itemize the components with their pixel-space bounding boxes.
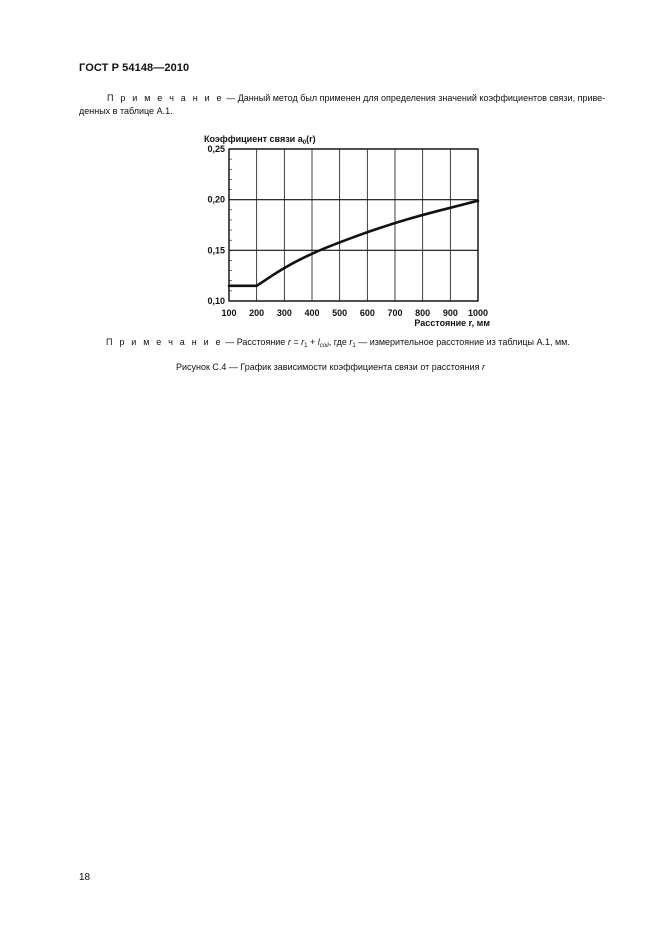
page-number: 18: [79, 872, 91, 883]
note-top-text: — Данный метод был применен для определения значений коэффициентов связи, приве-денных в таблице А.1.: [79, 93, 606, 116]
document-code: ГОСТ Р 54148—2010: [79, 62, 190, 74]
chart-labels: [204, 134, 490, 328]
y-axis-label: Коэффициент связи $a_0(r)$: [204, 134, 316, 146]
x-tick-label-200: 200: [249, 308, 265, 318]
note-bottom-eq: =: [290, 337, 302, 347]
note-bottom-plus: +: [307, 337, 318, 347]
note-bottom-var-l: l: [317, 337, 320, 347]
note-bottom-var-r1b: r: [349, 337, 353, 347]
note-top-lead: П р и м е ч а н и е: [107, 93, 224, 103]
series-line-0: [229, 201, 478, 286]
y-tick-label-0,15: 0,15: [207, 245, 225, 256]
note-bottom-var-r: r: [287, 337, 291, 347]
figure-caption-var: r: [482, 362, 486, 372]
note-bottom-lead: П р и м е ч а н и е: [106, 337, 223, 347]
y-tick-label-0,25: 0,25: [207, 144, 225, 154]
note-bottom-var-r1: r: [301, 337, 305, 347]
x-tick-label-900: 900: [442, 308, 458, 318]
figure-caption-text: Рисунок С.4 — График зависимости коэффициента связи от расстояния: [175, 362, 483, 372]
x-tick-label-300: 300: [276, 308, 292, 318]
x-tick-label-800: 800: [415, 308, 431, 318]
x-tick-label-700: 700: [387, 308, 403, 318]
x-tick-label-400: 400: [304, 308, 320, 318]
coupling-coefficient-chart: [0, 0, 661, 340]
chart-series: [229, 201, 478, 286]
figure-caption: [0, 362, 661, 372]
note-bottom-sub-coil: coil: [319, 343, 329, 349]
y-tick-label-0,20: 0,20: [207, 194, 225, 205]
note-bottom-text-3: — измерительное расстояние из таблицы А.1, мм.: [355, 337, 570, 347]
note-bottom-sub-1b: 1: [352, 343, 356, 349]
note-bottom: [106, 336, 626, 352]
note-bottom-sub-1: 1: [304, 343, 308, 349]
x-axis-label: Расстояние r, мм: [414, 318, 490, 328]
note-bottom-text-2: , где: [328, 337, 350, 347]
y-tick-label-0,10: 0,10: [207, 296, 225, 306]
note-bottom-text-1: — Расстояние: [222, 337, 288, 347]
x-tick-label-100: 100: [221, 308, 237, 318]
x-tick-label-1000: 1000: [467, 308, 489, 318]
x-tick-label-500: 500: [332, 308, 348, 318]
x-tick-label-600: 600: [359, 308, 375, 318]
